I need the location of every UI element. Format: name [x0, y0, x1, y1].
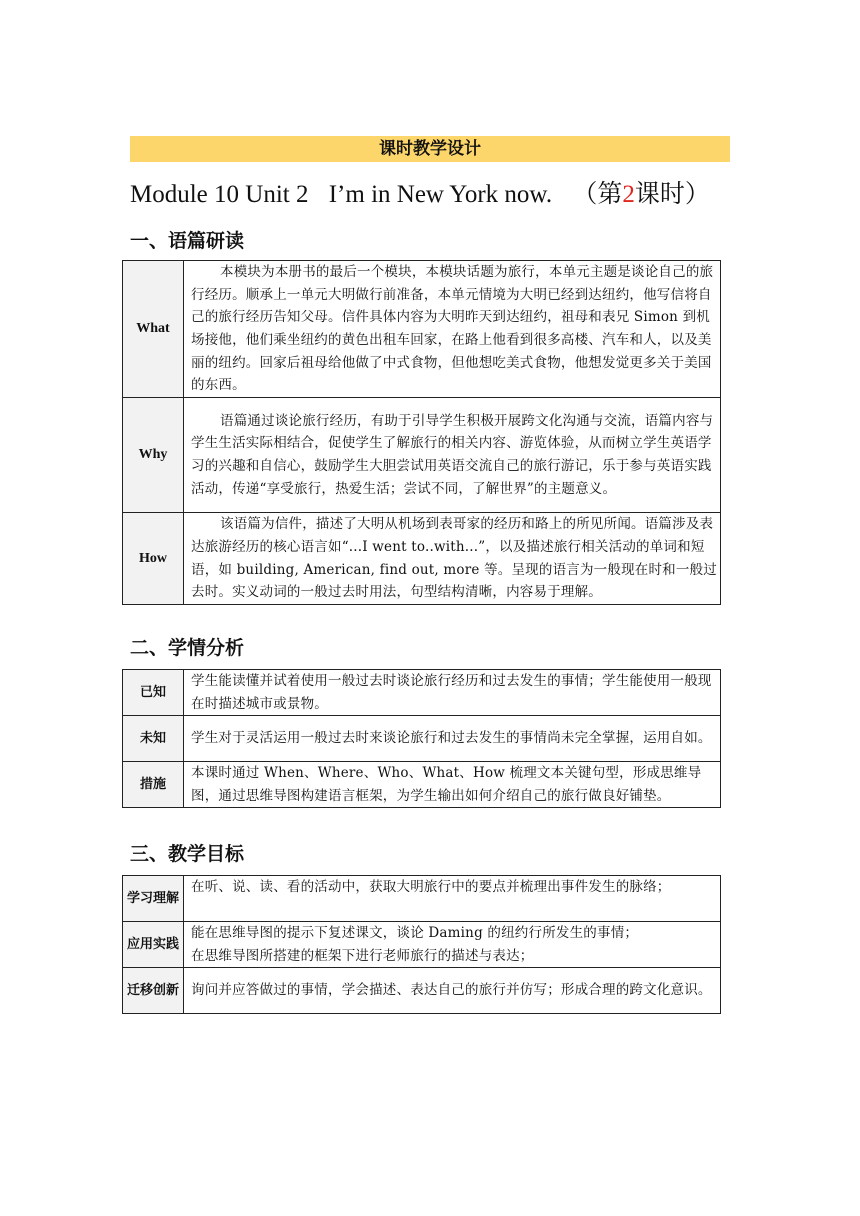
table-row	[123, 716, 721, 762]
learner-analysis-table	[122, 669, 721, 808]
unit-subtitle: I’m in New York now.	[328, 181, 553, 208]
row-label: 措施	[123, 762, 184, 808]
row-label: Why	[123, 398, 184, 513]
row-label: 迁移创新	[123, 968, 184, 1014]
row-text	[184, 922, 721, 968]
row-label: 未知	[123, 716, 184, 762]
module-unit: Module 10 Unit 2	[130, 181, 309, 208]
row-text: 该语篇为信件，描述了大明从机场到表哥家的经历和路上的所见所闻。语篇涉及表达旅游经历的核心语言如“...I went to..with...”，以及描述旅行相关活动的单词和短语，如 building, American, find out, more 等。呈现的语言为一般现在时和一般过去时。实义动词的一般过去时用法，句型结构清晰，内容易于理解。	[184, 513, 721, 605]
teaching-objectives-table	[122, 875, 721, 1014]
table-row	[123, 876, 721, 922]
lesson-design-banner: 课时教学设计	[130, 136, 730, 162]
section-heading-teaching-objectives: 三、教学目标	[130, 843, 245, 865]
section-heading-text-analysis: 一、语篇研读	[130, 230, 245, 252]
lesson-title	[130, 178, 770, 212]
objective-line: 在思维导图所搭建的框架下进行老师旅行的描述与表达；	[191, 947, 534, 964]
row-text: 学生能读懂并试着使用一般过去时谈论旅行经历和过去发生的事情；学生能使用一般现在时描述城市或景物。	[184, 670, 721, 716]
table-row	[123, 513, 721, 605]
objective-line: 能在思维导图的提示下复述课文，谈论 Daming 的纽约行所发生的事情；	[191, 925, 639, 941]
objective-line: 在听、说、读、看的活动中，获取大明旅行中的要点并梳理出事件发生的脉络；	[191, 879, 671, 895]
row-text	[184, 876, 721, 922]
period-open: （第	[572, 181, 623, 208]
row-text	[184, 968, 721, 1014]
period-number: 2	[622, 181, 635, 208]
table-row	[123, 398, 721, 513]
row-label: What	[123, 261, 184, 398]
text-analysis-table	[122, 260, 721, 605]
objective-line: 询问并应答做过的事情，学会描述、表达自己的旅行并仿写；形成合理的跨文化意识。	[191, 982, 712, 999]
row-label: How	[123, 513, 184, 605]
table-row	[123, 670, 721, 716]
row-label: 学习理解	[123, 876, 184, 922]
period-close: 课时）	[634, 181, 710, 208]
table-row	[123, 968, 721, 1014]
section-heading-learner-analysis: 二、学情分析	[130, 637, 245, 659]
row-text: 本模块为本册书的最后一个模块，本模块话题为旅行，本单元主题是谈论自己的旅行经历。顺承上一单元大明做行前准备，本单元情境为大明已经到达纽约，他写信将自己的旅行经历告知父母。信件具体内容为大明昨天到达纽约，祖母和表兄 Simon 到机场接他，他们乘坐纽约的黄色出租车回家，在路上他看到很多高楼、汽车和人，以及美丽的纽约。回家后祖母给他做了中式食物，但他想吃美式食物，他想发觉更多关于美国的东西。	[184, 261, 721, 398]
row-text: 语篇通过谈论旅行经历，有助于引导学生积极开展跨文化沟通与交流，语篇内容与学生生活实际相结合，促使学生了解旅行的相关内容、游览体验，从而树立学生英语学习的兴趣和自信心，鼓励学生大胆尝试用英语交流自己的旅行游记，乐于参与英语实践活动，传递“享受旅行，热爱生活；尝试不同，了解世界”的主题意义。	[184, 398, 721, 513]
table-row	[123, 762, 721, 808]
row-text: 学生对于灵活运用一般过去时来谈论旅行和过去发生的事情尚未完全掌握，运用自如。	[184, 716, 721, 762]
row-label: 已知	[123, 670, 184, 716]
row-text: 本课时通过 When、Where、Who、What、How 梳理文本关键句型，形成思维导图，通过思维导图构建语言框架，为学生输出如何介绍自己的旅行做良好铺垫。	[184, 762, 721, 808]
table-row	[123, 922, 721, 968]
row-label: 应用实践	[123, 922, 184, 968]
table-row	[123, 261, 721, 398]
